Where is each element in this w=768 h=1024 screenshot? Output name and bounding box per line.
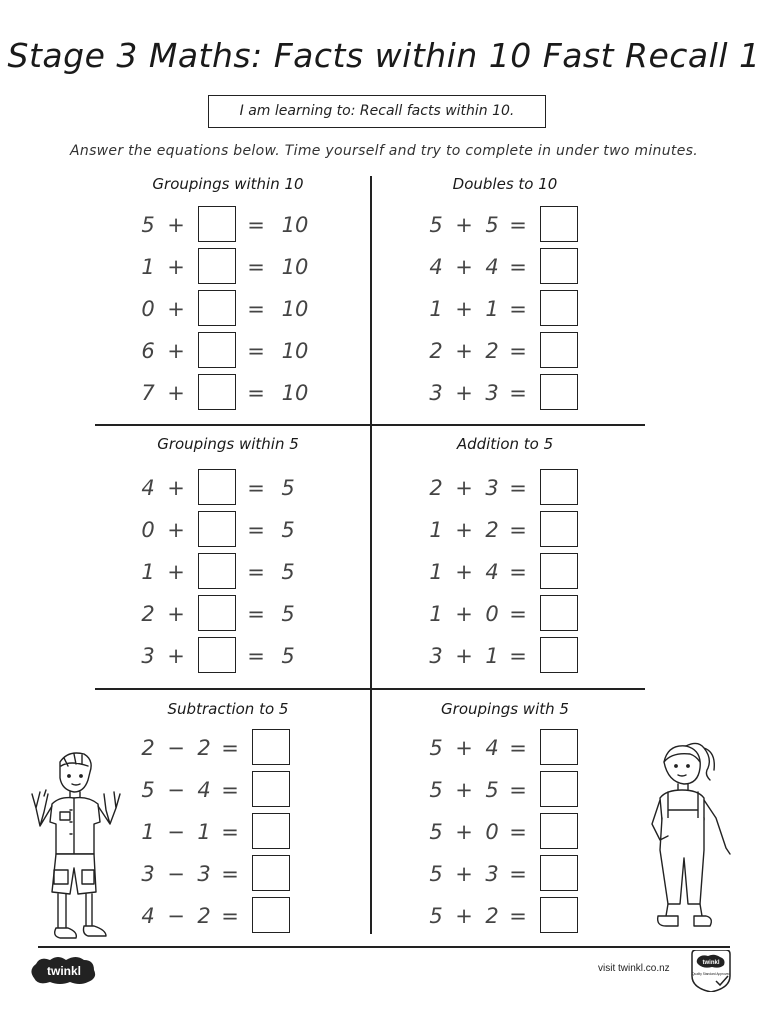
footer-rule (38, 946, 730, 948)
operand: 4 (485, 255, 499, 279)
answer-box[interactable] (540, 511, 578, 547)
answer-box[interactable] (198, 374, 236, 410)
operand: 4 (485, 560, 499, 584)
operand: 2 (485, 904, 499, 928)
equals-sign: = (247, 255, 265, 279)
answer-box[interactable] (252, 813, 290, 849)
operand: 3 (197, 862, 211, 886)
equals-sign: = (509, 381, 527, 405)
operand: 0 (141, 297, 155, 321)
answer-box[interactable] (540, 290, 578, 326)
result: 10 (281, 339, 309, 363)
operand: 4 (485, 736, 499, 760)
equals-sign: = (509, 560, 527, 584)
operator: + (455, 736, 473, 760)
equals-sign: = (509, 820, 527, 844)
answer-box[interactable] (540, 374, 578, 410)
operator: + (455, 213, 473, 237)
answer-box[interactable] (198, 553, 236, 589)
equals-sign: = (509, 518, 527, 542)
equals-sign: = (509, 736, 527, 760)
visit-link[interactable]: visit twinkl.co.nz (598, 963, 670, 974)
operand: 3 (141, 644, 155, 668)
result: 5 (281, 644, 295, 668)
row-divider-2 (95, 688, 645, 690)
operand: 1 (141, 820, 155, 844)
quality-standard-badge (686, 950, 736, 992)
answer-box[interactable] (540, 897, 578, 933)
operand: 2 (197, 736, 211, 760)
operator: + (455, 602, 473, 626)
answer-box[interactable] (198, 248, 236, 284)
operand: 3 (429, 381, 443, 405)
answer-box[interactable] (540, 248, 578, 284)
equals-sign: = (509, 339, 527, 363)
badge-text: Quality Standard Approved (691, 972, 731, 976)
instructions: Answer the equations below. Time yourself and try to complete in under two minutes. (70, 143, 698, 159)
operand: 3 (485, 381, 499, 405)
answer-box[interactable] (198, 595, 236, 631)
operator: − (167, 862, 185, 886)
badge-brand: twinkl (702, 960, 720, 966)
operator: + (455, 381, 473, 405)
equals-sign: = (247, 560, 265, 584)
answer-box[interactable] (198, 469, 236, 505)
answer-box[interactable] (198, 206, 236, 242)
operand: 5 (429, 778, 443, 802)
operator: + (455, 862, 473, 886)
answer-box[interactable] (252, 855, 290, 891)
equals-sign: = (247, 644, 265, 668)
operand: 5 (429, 736, 443, 760)
operand: 4 (197, 778, 211, 802)
operand: 1 (429, 518, 443, 542)
section-title: Groupings with 5 (441, 700, 569, 718)
operand: 1 (429, 560, 443, 584)
operator: + (167, 213, 185, 237)
answer-box[interactable] (198, 511, 236, 547)
operator: + (167, 339, 185, 363)
operator: + (167, 602, 185, 626)
equals-sign: = (509, 904, 527, 928)
equals-sign: = (221, 820, 239, 844)
result: 5 (281, 602, 295, 626)
page-title: Stage 3 Maths: Facts within 10 Fast Recall 1 (7, 36, 761, 75)
column-divider (370, 176, 372, 934)
operand: 5 (485, 213, 499, 237)
operand: 1 (429, 297, 443, 321)
operator: + (455, 518, 473, 542)
equals-sign: = (509, 255, 527, 279)
operand: 5 (485, 778, 499, 802)
equals-sign: = (247, 381, 265, 405)
section-title: Addition to 5 (456, 435, 554, 453)
operand: 2 (485, 518, 499, 542)
equals-sign: = (221, 778, 239, 802)
result: 10 (281, 381, 309, 405)
operand: 2 (197, 904, 211, 928)
operator: − (167, 904, 185, 928)
section-title: Subtraction to 5 (167, 700, 289, 718)
operand: 2 (141, 602, 155, 626)
result: 10 (281, 297, 309, 321)
answer-box[interactable] (198, 637, 236, 673)
equals-sign: = (247, 339, 265, 363)
operand: 1 (197, 820, 211, 844)
answer-box[interactable] (252, 771, 290, 807)
equals-sign: = (509, 862, 527, 886)
operand: 0 (485, 820, 499, 844)
answer-box[interactable] (540, 206, 578, 242)
equals-sign: = (247, 213, 265, 237)
operand: 1 (485, 644, 499, 668)
answer-box[interactable] (540, 637, 578, 673)
operator: + (455, 255, 473, 279)
operand: 5 (429, 862, 443, 886)
equals-sign: = (221, 904, 239, 928)
learning-goal-box: I am learning to: Recall facts within 10. (208, 95, 546, 128)
operator: − (167, 736, 185, 760)
equals-sign: = (221, 736, 239, 760)
operand: 3 (485, 862, 499, 886)
operand: 5 (141, 213, 155, 237)
operator: + (167, 255, 185, 279)
operator: + (455, 560, 473, 584)
operator: + (167, 644, 185, 668)
operand: 4 (141, 904, 155, 928)
answer-box[interactable] (540, 595, 578, 631)
equals-sign: = (247, 297, 265, 321)
equals-sign: = (247, 602, 265, 626)
answer-box[interactable] (198, 332, 236, 368)
operator: + (455, 778, 473, 802)
answer-box[interactable] (252, 729, 290, 765)
result: 10 (281, 213, 309, 237)
operator: + (455, 820, 473, 844)
result: 5 (281, 476, 295, 500)
equals-sign: = (509, 476, 527, 500)
operand: 5 (429, 820, 443, 844)
result: 5 (281, 518, 295, 542)
section-title: Groupings within 10 (152, 175, 304, 193)
operator: + (167, 381, 185, 405)
answer-box[interactable] (198, 290, 236, 326)
section-title: Groupings within 5 (157, 435, 299, 453)
operand: 6 (141, 339, 155, 363)
operand: 2 (429, 476, 443, 500)
operator: + (455, 476, 473, 500)
operand: 0 (485, 602, 499, 626)
equals-sign: = (247, 476, 265, 500)
logo-text: twinkl (46, 964, 82, 978)
operand: 0 (141, 518, 155, 542)
operand: 1 (429, 602, 443, 626)
result: 10 (281, 255, 309, 279)
operand: 3 (429, 644, 443, 668)
operand: 1 (485, 297, 499, 321)
equals-sign: = (509, 644, 527, 668)
operand: 3 (141, 862, 155, 886)
operand: 5 (429, 904, 443, 928)
operand: 4 (429, 255, 443, 279)
answer-box[interactable] (540, 855, 578, 891)
operator: + (167, 297, 185, 321)
answer-box[interactable] (540, 469, 578, 505)
operand: 2 (141, 736, 155, 760)
boy-illustration (30, 750, 125, 945)
operand: 1 (141, 255, 155, 279)
operator: + (455, 904, 473, 928)
operator: + (167, 560, 185, 584)
answer-box[interactable] (540, 729, 578, 765)
operand: 2 (429, 339, 443, 363)
row-divider-1 (95, 424, 645, 426)
twinkl-logo[interactable] (30, 956, 98, 986)
answer-box[interactable] (540, 332, 578, 368)
operand: 2 (485, 339, 499, 363)
answer-box[interactable] (540, 771, 578, 807)
operator: + (455, 297, 473, 321)
operator: − (167, 778, 185, 802)
answer-box[interactable] (540, 553, 578, 589)
equals-sign: = (221, 862, 239, 886)
operand: 1 (141, 560, 155, 584)
equals-sign: = (509, 213, 527, 237)
operand: 3 (485, 476, 499, 500)
equals-sign: = (509, 297, 527, 321)
answer-box[interactable] (252, 897, 290, 933)
result: 5 (281, 560, 295, 584)
operand: 5 (429, 213, 443, 237)
section-title: Doubles to 10 (452, 175, 558, 193)
operand: 7 (141, 381, 155, 405)
operator: + (167, 518, 185, 542)
operand: 4 (141, 476, 155, 500)
operator: + (455, 644, 473, 668)
equals-sign: = (509, 602, 527, 626)
operator: + (167, 476, 185, 500)
girl-illustration (638, 740, 738, 940)
equals-sign: = (509, 778, 527, 802)
operator: − (167, 820, 185, 844)
operator: + (455, 339, 473, 363)
equals-sign: = (247, 518, 265, 542)
answer-box[interactable] (540, 813, 578, 849)
operand: 5 (141, 778, 155, 802)
